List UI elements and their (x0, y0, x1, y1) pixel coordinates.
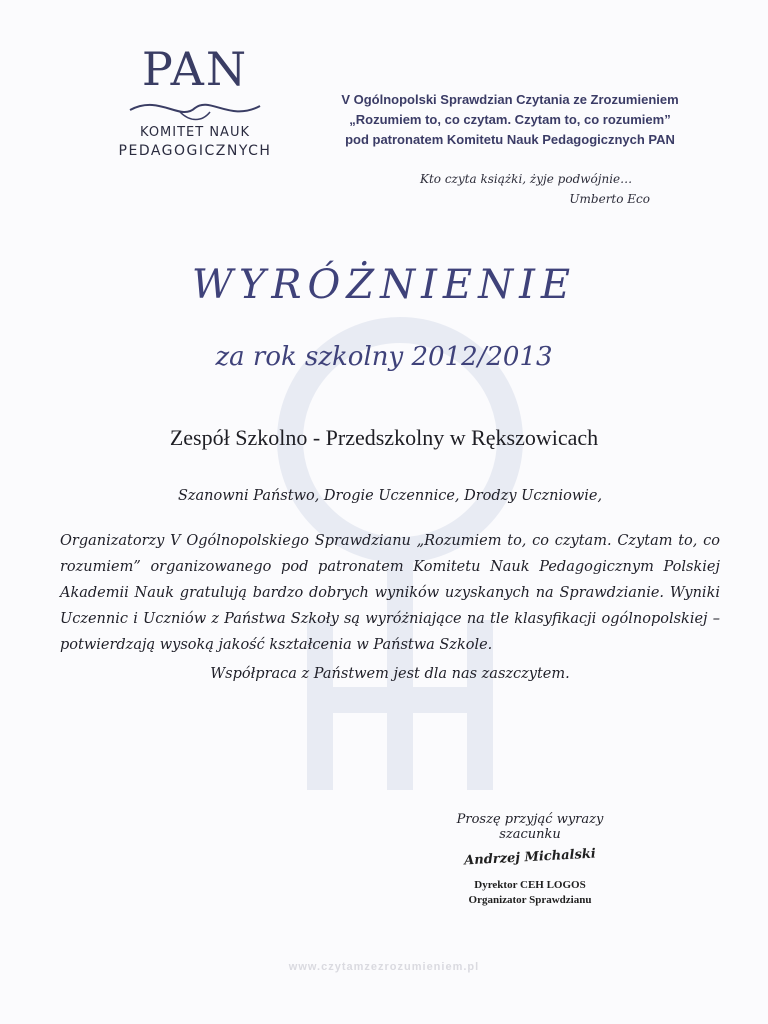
motto (400, 172, 660, 206)
signer-role: Organizator Sprawdzianu (468, 894, 592, 906)
motto-author: Umberto Eco (569, 192, 650, 206)
motto-quote: Kto czyta książki, żyje podwójnie… (420, 172, 633, 186)
signer-block (430, 878, 630, 908)
letter-paragraph: Organizatorzy V Ogólnopolskiego Sprawdzianu „Rozumiem to, co czytam. Czytam to, co rozumiem” organizowanego pod patronatem Komitetu Nauk Pedagogicznym Polskiej Akademii Nauk gratulują bardzo dobrych wyników uzyskanych na Sprawdzianie. Wyniki Uczennic i Uczniów z Państwa Szkoły są wyróżniające na tle klasyfikacji ogólnopolskiej – potwierdzają wysoką jakość kształcenia w Państwa Szkole. (60, 533, 720, 653)
regards: Proszę przyjąć wyrazy szacunku (456, 812, 604, 842)
footer-url: www.czytamzezrozumieniem.pl (288, 961, 480, 973)
event-header (305, 90, 715, 150)
school-year: za rok szkolny 2012/2013 (215, 342, 553, 372)
signer-title: Dyrektor CEH LOGOS (474, 879, 586, 891)
letter-closing: Współpraca z Państwem jest dla nas zaszczytem. (210, 666, 570, 682)
header-line-1: V Ogólnopolski Sprawdzian Czytania ze Zrozumieniem (341, 92, 679, 107)
letter-greeting: Szanowni Państwo, Drogie Uczennice, Drodzy Uczniowie, (177, 488, 603, 504)
header-line-2: „Rozumiem to, co czytam. Czytam to, co rozumiem” (349, 112, 671, 127)
handwritten-signature: Andrzej Michalski (463, 846, 597, 869)
logo-line-2: PEDAGOGICZNYCH (118, 143, 272, 159)
school-name: Zespół Szkolno - Przedszkolny w Rększowicach (169, 425, 599, 450)
logo-abbr: PAN (141, 42, 249, 96)
logo-line-1: KOMITET NAUK (140, 125, 250, 140)
swirl-ornament-icon (120, 92, 270, 124)
pan-logo (100, 40, 290, 180)
certificate-title: WYRÓŻNIENIE (191, 262, 577, 308)
letter-body (60, 488, 720, 682)
header-line-3: pod patronatem Komitetu Nauk Pedagogicznych PAN (345, 132, 675, 147)
